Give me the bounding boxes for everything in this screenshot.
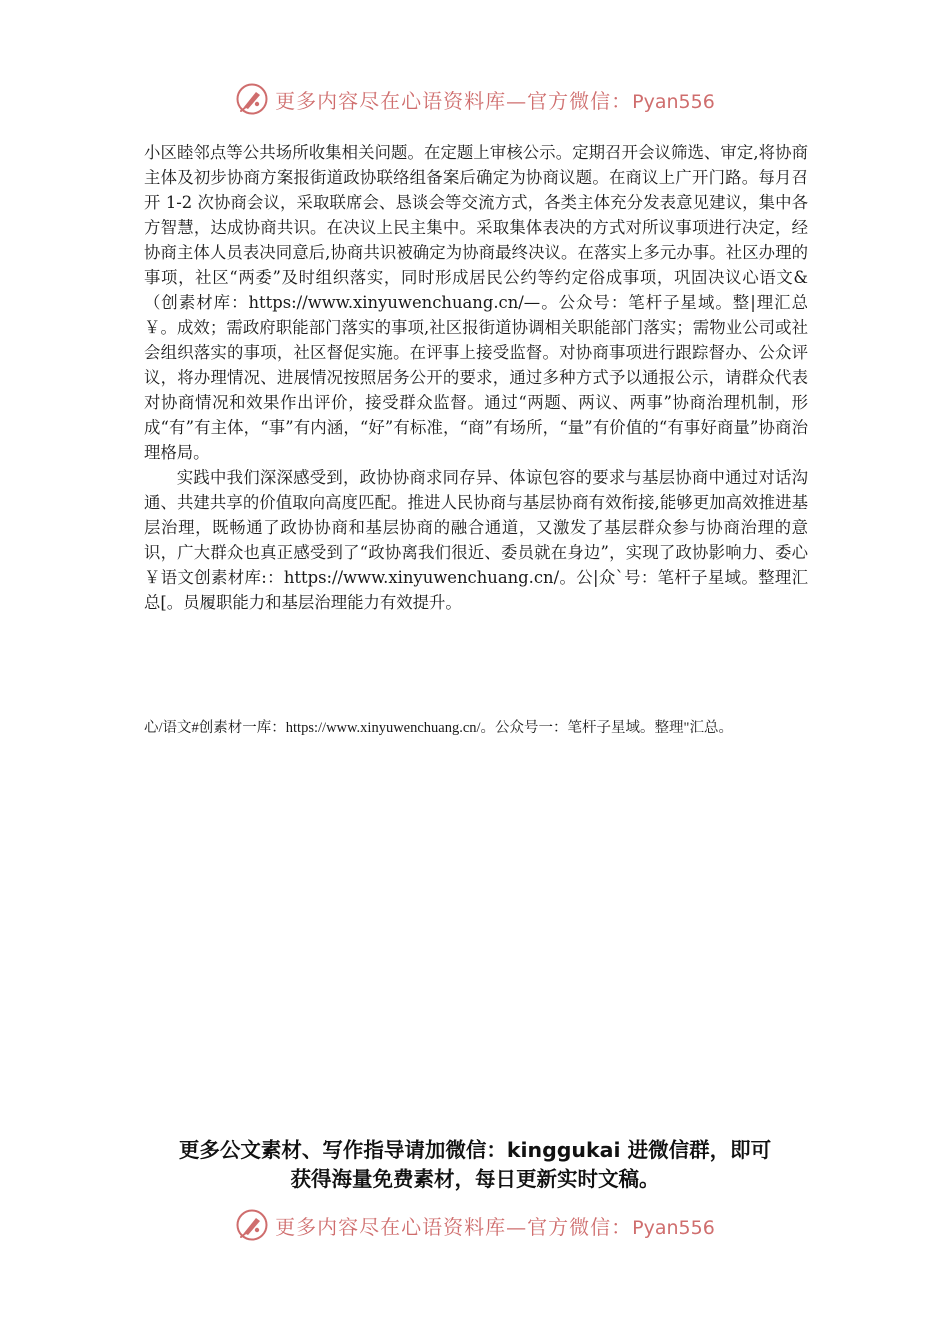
source-note: 心/语文#创素材一库：https://www.xinyuwenchuang.cn/。公众号一：笔杆子星域。整理"汇总。 bbox=[144, 720, 733, 736]
header-wechat-id: Pyan556 bbox=[632, 90, 715, 113]
body-paragraph-1: 小区睦邻点等公共场所收集相关问题。在定题上审核公示。定期召开会议筛选、审定,将协商主体及初步协商方案报街道政协联络组备案后确定为协商议题。在商议上广开门路。每月召开 1-2 次协商会议，采取联席会、恳谈会等交流方式，各类主体充分发表意见建议，集中各方智慧，达成协商共识。在决议上民主集中。采取集体表决的方式对所议事项进行决定，经协商主体人员表决同意后,协商共识被确定为协商最终决议。在落实上多元办事。社区办理的事项，社区“两委”及时组织落实，同时形成居民公约等约定俗成事项，巩固决议心语文&（创素材库：https://www.xinyuwenchuang.cn/—。公众号：笔杆子星域。整|理汇总￥。成效；需政府职能部门落实的事项,社区报街道协调相关职能部门落实；需物业公司或社会组织落实的事项，社区督促实施。在评事上接受监督。对协商事项进行跟踪督办、公众评议，将办理情况、进展情况按照居务公开的要求，通过多种方式予以通报公示，请群众代表对协商情况和效果作出评价，接受群众监督。通过“两题、两议、两事”协商治理机制，形成“有”有主体，“事”有内涵，“好”有标准，“商”有场所，“量”有价值的“有事好商量”协商治理格局。 bbox=[144, 143, 808, 462]
body-paragraph-2: 实践中我们深深感受到，政协协商求同存异、体谅包容的要求与基层协商中通过对话沟通、共建共享的价值取向高度匹配。推进人民协商与基层协商有效衔接,能够更加高效推进基层治理，既畅通了政协协商和基层协商的融合通道，又激发了基层群众参与协商治理的意识，广大群众也真正感受到了“政协离我们很近、委员就在身边”，实现了政协影响力、委心￥语文创素材库:：https://www.xinyuwenchuang.cn/。公|众`号：笔杆子星域。整理汇总[。员履职能力和基层治理能力有效提升。 bbox=[144, 468, 808, 612]
pen-logo-icon bbox=[235, 82, 269, 116]
promo-block bbox=[0, 1136, 950, 1194]
header-banner-text: 更多内容尽在心语资料库—官方微信：Pyan556 bbox=[275, 88, 715, 113]
footer-banner bbox=[0, 1208, 950, 1242]
footer-wechat-id: Pyan556 bbox=[632, 1216, 715, 1239]
header-banner bbox=[0, 82, 950, 116]
promo-line-1: 更多公文素材、写作指导请加微信：kinggukai 进微信群，即可 bbox=[178, 1138, 772, 1162]
document-body bbox=[144, 140, 808, 615]
promo-line-2: 获得海量免费素材，每日更新实时文稿。 bbox=[290, 1167, 660, 1191]
footer-banner-text: 更多内容尽在心语资料库—官方微信：Pyan556 bbox=[275, 1214, 715, 1239]
pen-logo-icon bbox=[235, 1208, 269, 1242]
